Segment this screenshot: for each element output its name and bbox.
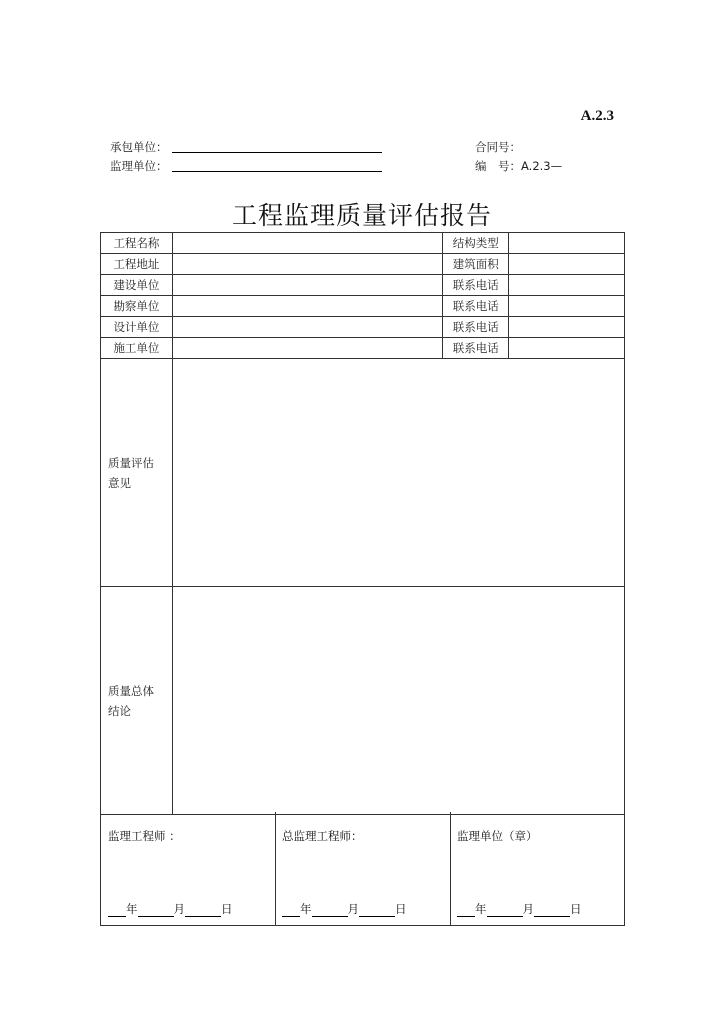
supervisor-label: 监理单位：	[110, 159, 168, 173]
row-label: 施工单位	[101, 338, 173, 359]
row-value-field[interactable]	[172, 254, 442, 275]
date-line[interactable]: 年 月 日	[282, 901, 407, 917]
row-label: 勘察单位	[101, 296, 173, 317]
form-code: A.2.3	[580, 108, 614, 124]
row-label: 设计单位	[101, 317, 173, 338]
row-value-field[interactable]	[172, 275, 442, 296]
info-row	[101, 317, 625, 338]
info-row	[101, 254, 625, 275]
row-label: 联系电话	[443, 338, 509, 359]
quality-opinion-field[interactable]	[172, 359, 624, 587]
row-value-field[interactable]	[172, 317, 442, 338]
row-value-field[interactable]	[172, 233, 442, 254]
row-value-field[interactable]	[509, 338, 625, 359]
row-label: 联系电话	[443, 296, 509, 317]
row-value-field[interactable]	[509, 296, 625, 317]
section-label: 质量总体 结论	[101, 587, 173, 815]
supervisor-field	[110, 158, 382, 174]
contractor-field	[110, 139, 382, 155]
row-label: 建筑面积	[443, 254, 509, 275]
row-label: 结构类型	[443, 233, 509, 254]
row-label: 建设单位	[101, 275, 173, 296]
signature-label: 总监理工程师：	[282, 829, 363, 843]
signature-cell[interactable]	[275, 812, 451, 926]
quality-conclusion-field[interactable]	[172, 587, 624, 815]
row-value-field[interactable]	[509, 317, 625, 338]
signature-cell[interactable]	[450, 812, 625, 926]
signature-label: 监理工程师 ：	[108, 829, 181, 843]
contract-no-label: 合同号：	[475, 140, 521, 154]
row-label: 工程名称	[101, 233, 173, 254]
report-table	[100, 232, 625, 815]
section-row	[101, 587, 625, 815]
supervisor-input-line[interactable]	[172, 162, 382, 172]
signature-label: 监理单位（章）	[457, 829, 538, 843]
row-value-field[interactable]	[509, 233, 625, 254]
row-value-field[interactable]	[172, 296, 442, 317]
section-label: 质量评估 意见	[101, 359, 173, 587]
page-title: 工程监理质量评估报告	[231, 201, 492, 230]
row-label: 工程地址	[101, 254, 173, 275]
serial-no-label: 编 号：A.2.3—	[475, 159, 563, 173]
row-label: 联系电话	[443, 317, 509, 338]
section-row	[101, 359, 625, 587]
contractor-input-line[interactable]	[172, 143, 382, 153]
date-line[interactable]: 年 月 日	[457, 901, 582, 917]
contractor-label: 承包单位：	[110, 140, 168, 154]
signature-cell[interactable]	[100, 812, 276, 926]
row-value-field[interactable]	[172, 338, 442, 359]
info-row	[101, 296, 625, 317]
date-line[interactable]: 年 月 日	[108, 901, 233, 917]
info-row	[101, 338, 625, 359]
info-row	[101, 275, 625, 296]
info-row	[101, 233, 625, 254]
row-value-field[interactable]	[509, 275, 625, 296]
row-label: 联系电话	[443, 275, 509, 296]
row-value-field[interactable]	[509, 254, 625, 275]
